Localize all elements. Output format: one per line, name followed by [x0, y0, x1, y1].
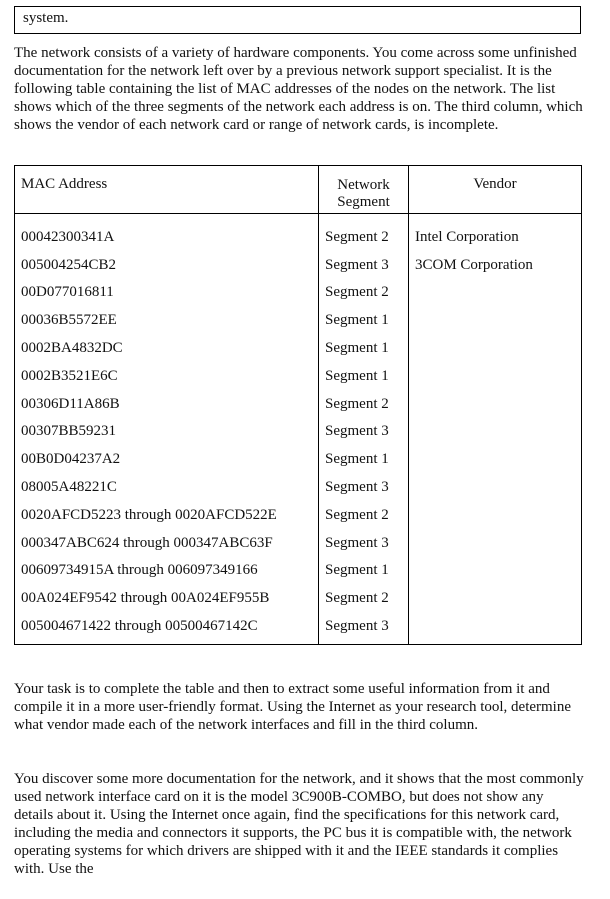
segment-cell: Segment 3	[319, 612, 409, 644]
mac-cell: 0020AFCD5223 through 0020AFCD522E	[15, 501, 319, 529]
segment-cell: Segment 2	[319, 214, 409, 251]
table-row	[15, 612, 582, 644]
segment-cell: Segment 3	[319, 418, 409, 446]
segment-cell: Segment 3	[319, 251, 409, 279]
mac-cell: 00042300341A	[15, 214, 319, 251]
vendor-cell: 3COM Corporation	[409, 251, 582, 279]
vendor-cell	[409, 612, 582, 644]
vendor-cell	[409, 557, 582, 585]
table-row	[15, 529, 582, 557]
mac-cell: 005004254CB2	[15, 251, 319, 279]
segment-cell: Segment 3	[319, 529, 409, 557]
table-row	[15, 418, 582, 446]
segment-cell: Segment 2	[319, 584, 409, 612]
mac-cell: 08005A48221C	[15, 473, 319, 501]
table-header-row	[15, 166, 582, 214]
header-vendor: Vendor	[409, 166, 582, 214]
vendor-cell: Intel Corporation	[409, 214, 582, 251]
followup-paragraph: You discover some more documentation for the network, and it shows that the most commonly used network interface card on it is the model 3C900B-COMBO, but does not show any details about it. Using the Internet once again, find the specifications for this network card, including the media and connectors it supports, the PC bus it is compatible with, the network operating systems for which drivers are shipped with it and the IEEE standards it complies with. Use the	[14, 771, 584, 877]
mac-address-table	[14, 165, 582, 645]
vendor-cell	[409, 584, 582, 612]
vendor-cell	[409, 445, 582, 473]
segment-cell: Segment 1	[319, 445, 409, 473]
mac-cell: 00306D11A86B	[15, 390, 319, 418]
mac-cell: 000347ABC624 through 000347ABC63F	[15, 529, 319, 557]
mac-cell: 005004671422 through 00500467142C	[15, 612, 319, 644]
table-row	[15, 557, 582, 585]
vendor-cell	[409, 306, 582, 334]
segment-cell: Segment 2	[319, 279, 409, 307]
mac-cell: 00307BB59231	[15, 418, 319, 446]
table-row	[15, 334, 582, 362]
segment-cell: Segment 3	[319, 473, 409, 501]
mac-cell: 0002B3521E6C	[15, 362, 319, 390]
mac-cell: 00609734915A through 006097349166	[15, 557, 319, 585]
task-paragraph: Your task is to complete the table and then to extract some useful information from it and compile it in a more user-friendly format. Using the Internet as your research tool, determine what vendor made each of the network interfaces and fill in the third column.	[14, 681, 572, 733]
header-mac-address: MAC Address	[15, 166, 319, 214]
segment-cell: Segment 1	[319, 306, 409, 334]
mac-cell: 00A024EF9542 through 00A024EF955B	[15, 584, 319, 612]
vendor-cell	[409, 334, 582, 362]
segment-cell: Segment 2	[319, 501, 409, 529]
table-row	[15, 473, 582, 501]
header-fragment: system.	[23, 10, 69, 26]
table-row	[15, 279, 582, 307]
table-row	[15, 306, 582, 334]
table-row	[15, 390, 582, 418]
table-row	[15, 584, 582, 612]
segment-cell: Segment 1	[319, 362, 409, 390]
segment-cell: Segment 2	[319, 390, 409, 418]
header-network-segment: Network Segment	[319, 166, 409, 214]
table-row	[15, 501, 582, 529]
vendor-cell	[409, 529, 582, 557]
mac-cell: 0002BA4832DC	[15, 334, 319, 362]
intro-paragraph: The network consists of a variety of hardware components. You come across some unfinished documentation for the network left over by a previous network support specialist. It is the following table containing the list of MAC addresses of the nodes on the network. The list shows which of the three segments of the network each address is on. The third column, which shows the vendor of each network card or range of network cards, is incomplete.	[14, 45, 583, 133]
vendor-cell	[409, 362, 582, 390]
table-row	[15, 251, 582, 279]
mac-cell: 00B0D04237A2	[15, 445, 319, 473]
table-row	[15, 445, 582, 473]
previous-text-box	[14, 6, 581, 34]
table-row	[15, 362, 582, 390]
vendor-cell	[409, 473, 582, 501]
table-row	[15, 214, 582, 251]
vendor-cell	[409, 418, 582, 446]
mac-cell: 00D077016811	[15, 279, 319, 307]
segment-cell: Segment 1	[319, 557, 409, 585]
segment-cell: Segment 1	[319, 334, 409, 362]
vendor-cell	[409, 279, 582, 307]
vendor-cell	[409, 390, 582, 418]
vendor-cell	[409, 501, 582, 529]
mac-cell: 00036B5572EE	[15, 306, 319, 334]
